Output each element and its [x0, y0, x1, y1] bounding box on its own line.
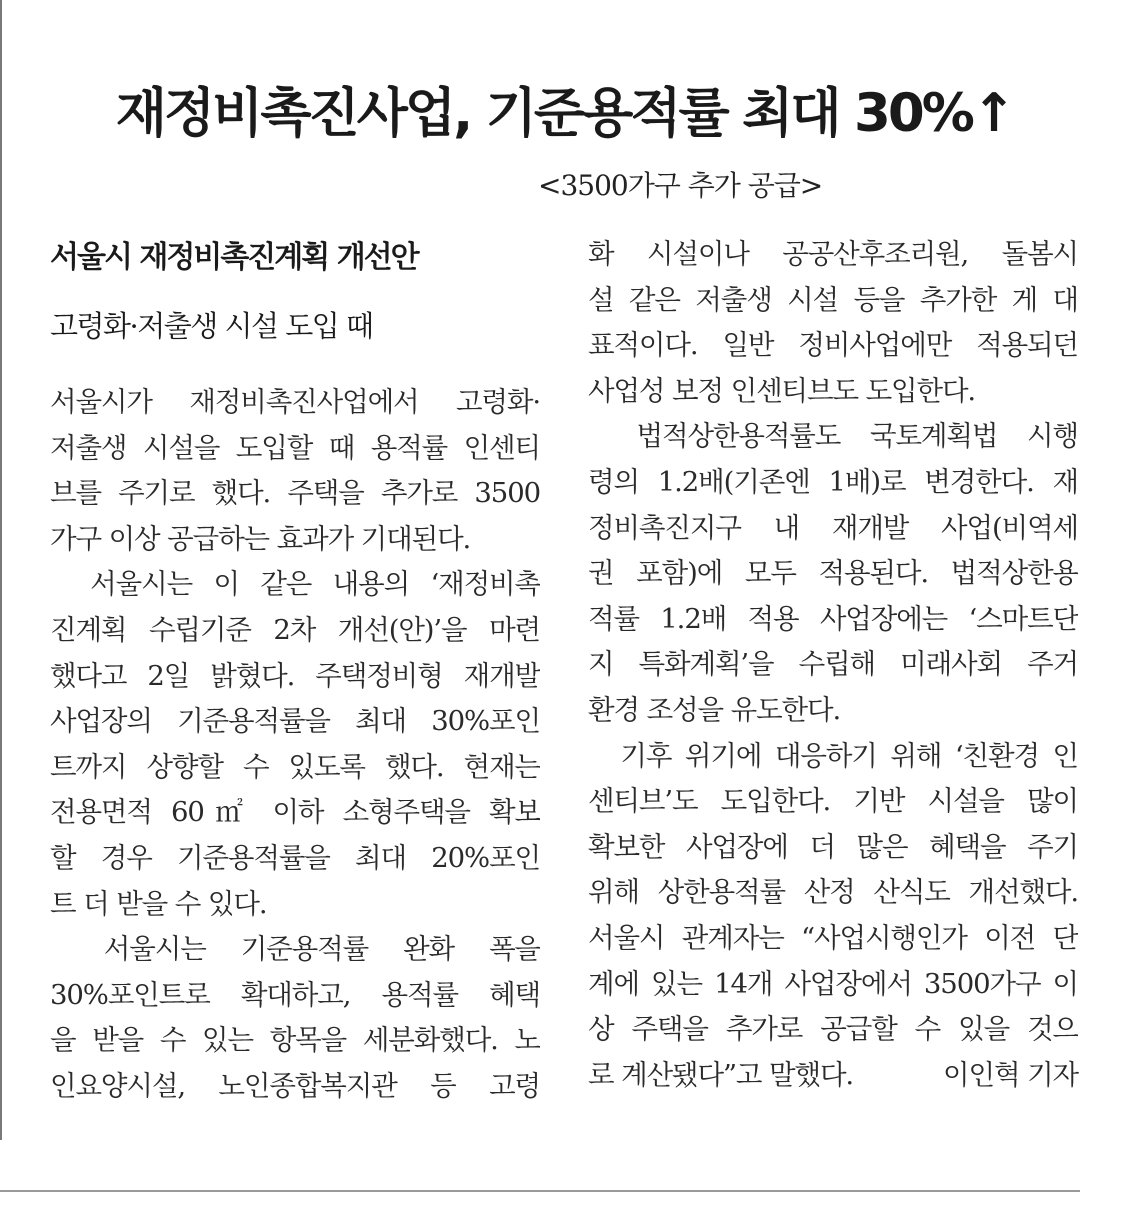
bottom-border-rule — [0, 1190, 1080, 1192]
article-subheadline: <3500가구 추가 공급> — [538, 169, 823, 202]
closing-line: 로 계산됐다”고 말했다. — [588, 1058, 854, 1091]
body-line: 사업장의 기준용적률을 최대 30%포인 — [50, 705, 540, 738]
reporter-byline: 이인혁 기자 — [943, 1058, 1078, 1091]
left-column-body — [50, 380, 540, 1110]
closing-row — [588, 1053, 1078, 1099]
body-line: 트까지 상향할 수 있도록 했다. 현재는 — [50, 750, 540, 783]
article-headline: 재정비촉진사업, 기준용적률 최대 30%↑ — [115, 83, 1014, 144]
body-line: 가구 이상 공급하는 효과가 기대된다. — [50, 522, 471, 555]
body-line: 저출생 시설을 도입할 때 용적률 인센티 — [50, 431, 540, 464]
body-line: 설 같은 저출생 시설 등을 추가한 게 대 — [588, 283, 1078, 316]
body-line: 확보한 사업장에 더 많은 혜택을 주기 — [588, 830, 1078, 863]
body-line: 령의 1.2배(기존엔 1배)로 변경한다. 재 — [588, 465, 1078, 498]
body-line: 할 경우 기준용적률을 최대 20%포인 — [50, 841, 540, 874]
body-line: 표적이다. 일반 정비사업에만 적용되던 — [588, 329, 1078, 362]
body-line: 계에 있는 14개 사업장에서 3500가구 이 — [588, 967, 1078, 1000]
deck-line-2: 고령화·저출생 시설 도입 때 — [50, 309, 373, 343]
body-line: 지 특화계획’을 수립해 미래사회 주거 — [588, 648, 1078, 681]
body-line: 환경 조성을 유도한다. — [588, 693, 841, 726]
body-line: 권 포함)에 모두 적용된다. 법적상한용 — [588, 557, 1078, 590]
right-column-body — [588, 232, 1078, 1098]
body-line: 센티브’도 도입한다. 기반 시설을 많이 — [588, 785, 1078, 818]
body-line: 트 더 받을 수 있다. — [50, 887, 267, 920]
body-line: 화 시설이나 공공산후조리원, 돌봄시 — [588, 238, 1078, 270]
left-border-rule — [0, 0, 2, 1140]
body-line: 전용면적 60㎡ 이하 소형주택을 확보 — [50, 796, 540, 829]
body-line: 인요양시설, 노인종합복지관 등 고령 — [50, 1069, 540, 1102]
body-line: 기후 위기에 대응하기 위해 ‘친환경 인 — [588, 739, 1078, 772]
body-line: 사업성 보정 인센티브도 도입한다. — [588, 374, 976, 407]
body-line: 서울시는 기준용적률 완화 폭을 — [50, 933, 540, 966]
body-line: 을 받을 수 있는 항목을 세분화했다. 노 — [50, 1024, 540, 1057]
body-line: 진계획 수립기준 2차 개선(안)’을 마련 — [50, 613, 540, 646]
body-line: 위해 상한용적률 산정 산식도 개선했다. — [588, 876, 1078, 909]
body-line: 브를 주기로 했다. 주택을 추가로 3500 — [50, 477, 540, 510]
body-line: 상 주택을 추가로 공급할 수 있을 것으 — [588, 1013, 1078, 1046]
body-line: 서울시 관계자는 “사업시행인가 이전 단 — [588, 921, 1078, 954]
body-line: 30%포인트로 확대하고, 용적률 혜택 — [50, 978, 540, 1011]
body-line: 적률 1.2배 적용 사업장에는 ‘스마트단 — [588, 602, 1078, 635]
body-line: 서울시는 이 같은 내용의 ‘재정비촉 — [50, 568, 540, 601]
body-line: 서울시가 재정비촉진사업에서 고령화· — [50, 386, 540, 418]
body-line: 법적상한용적률도 국토계획법 시행 — [588, 420, 1078, 453]
body-line: 했다고 2일 밝혔다. 주택정비형 재개발 — [50, 659, 540, 692]
deck-line-1: 서울시 재정비촉진계획 개선안 — [50, 240, 418, 275]
body-line: 정비촉진지구 내 재개발 사업(비역세 — [588, 511, 1078, 544]
